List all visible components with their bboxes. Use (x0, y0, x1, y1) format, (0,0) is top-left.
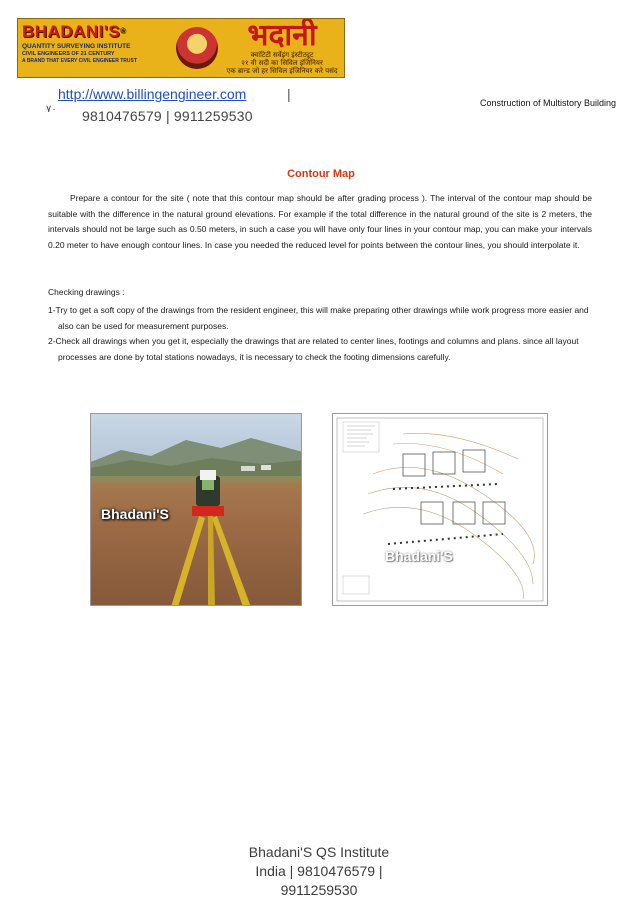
logo-english-block (22, 23, 172, 75)
total-station-photo (90, 413, 302, 606)
logo-hindi-title: भदानी (247, 18, 317, 53)
map-watermark: Bhadani'S (385, 548, 453, 564)
logo-tagline-3: A BRAND THAT EVERY CIVIL ENGINEER TRUST (22, 58, 137, 64)
document-header: Construction of Multistory Building (480, 98, 617, 108)
logo-hindi-line-1: क्वांटिटी सर्वेइंग इंस्टीट्यूट (250, 51, 314, 59)
page-mark: ٧٠ (46, 104, 57, 115)
institute-logo (17, 18, 345, 78)
footer (0, 843, 638, 900)
page-title: Contour Map (287, 168, 355, 180)
logo-hindi-block (223, 18, 341, 75)
logo-hindi-line-2: २१ वी सदी का सिविल इंजिनियर (241, 59, 323, 67)
footer-institute: Bhadani'S QS Institute (248, 844, 390, 860)
footer-phone-2: 9911259530 (280, 882, 358, 898)
contour-map-drawing (332, 413, 548, 606)
contour-paragraph: Prepare a contour for the site ( note that this contour map should be after grading process ). The interval of the contour map should be suitable with the difference in the natural ground elevations. For example if the total difference in the natural ground of the site is 2 meters, the intervals should not be large such as 0.50 meters, in such a case you will have only four lines in your contour map, you can make your intervals 0.20 meter to have enough contour lines. In case you needed the reduced level for points between the contour lines, you should interpolate it. (48, 193, 592, 250)
link-separator: | (287, 86, 291, 102)
checking-item-2: 2-Check all drawings when you get it, especially the drawings that are related to center lines, footings and columns and plans. since all layout processes are done by total stations nowadays, it is necessary to check the footing dimensions carefully. (48, 336, 579, 362)
logo-brand: BHADANI'S® (22, 22, 126, 41)
logo-emblem-icon (176, 27, 218, 69)
checking-drawings-heading: Checking drawings : (48, 287, 125, 297)
footer-phone-1: India | 9810476579 | (255, 863, 383, 879)
website-link[interactable]: http://www.billingengineer.com (58, 86, 247, 102)
phone-numbers: 9810476579 | 9911259530 (82, 108, 253, 124)
logo-tagline-2: CIVIL ENGINEERS OF 21 CENTURY (22, 51, 115, 57)
logo-tagline-1: QUANTITY SURVEYING INSTITUTE (22, 43, 131, 50)
photo-watermark: Bhadani'S (101, 506, 169, 522)
logo-hindi-line-3: एक ब्रान्ड जो हर सिविल इंजिनियर करे पसंद (226, 67, 338, 75)
checking-item-1: 1-Try to get a soft copy of the drawings from the resident engineer, this will make preparing other drawings while work progress more easier and also can be used for measurement purposes. (48, 305, 589, 331)
contour-drawing-illustration (333, 414, 547, 605)
